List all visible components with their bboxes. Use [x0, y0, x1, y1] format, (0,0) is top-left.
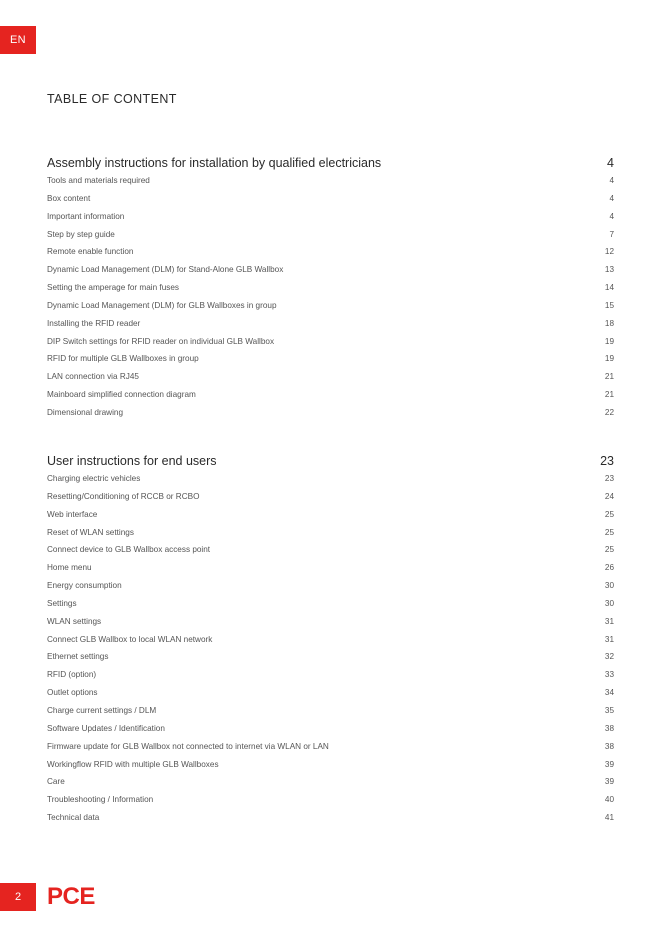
toc-entry-page: 4 [609, 211, 614, 221]
toc-entry-label: Dynamic Load Management (DLM) for GLB Wallboxes in group [47, 300, 277, 310]
toc-entry-page: 19 [604, 336, 614, 346]
toc-entry-page: 34 [604, 688, 614, 698]
toc-entry-label: RFID for multiple GLB Wallboxes in group [47, 354, 199, 364]
toc-entry[interactable] [47, 777, 614, 795]
toc-entry-page: 14 [604, 283, 614, 293]
section-page: 4 [607, 156, 614, 170]
toc-entry[interactable] [47, 390, 614, 408]
toc-entry[interactable] [47, 283, 614, 301]
toc-entry[interactable] [47, 372, 614, 390]
toc-entry-page: 41 [604, 813, 614, 823]
toc-entry-label: Reset of WLAN settings [47, 527, 134, 537]
toc-entry-page: 31 [604, 634, 614, 644]
toc-entry-label: Installing the RFID reader [47, 318, 141, 328]
toc-entry[interactable] [47, 545, 614, 563]
toc-entry-label: Mainboard simplified connection diagram [47, 390, 196, 400]
language-tab: EN [0, 26, 36, 54]
toc-entry-label: Dimensional drawing [47, 407, 123, 417]
toc-entry-label: Firmware update for GLB Wallbox not connected to internet via WLAN or LAN [47, 741, 329, 751]
toc-entry-page: 23 [604, 474, 614, 483]
toc-entry-page: 12 [604, 247, 614, 257]
toc-entry[interactable] [47, 354, 614, 372]
toc-entry[interactable] [47, 194, 614, 212]
toc-entry-page: 24 [604, 491, 614, 501]
toc-section-user [47, 454, 614, 831]
toc-entry-page: 25 [604, 509, 614, 519]
toc-entry-label: Technical data [47, 813, 100, 823]
toc-entry-label: LAN connection via RJ45 [47, 372, 139, 382]
toc-entry-label: Charge current settings / DLM [47, 705, 157, 715]
toc-entry-label: Step by step guide [47, 229, 115, 239]
section-title: User instructions for end users [47, 454, 217, 468]
toc-entry-label: Tools and materials required [47, 176, 150, 185]
toc-entry[interactable] [47, 301, 614, 319]
toc-entry-page: 35 [604, 705, 614, 715]
toc-entry-label: Connect device to GLB Wallbox access point [47, 545, 211, 555]
toc-entry-label: Care [47, 777, 65, 787]
toc-entry-label: Important information [47, 211, 125, 221]
toc-entry-page: 25 [604, 545, 614, 555]
toc-entry[interactable] [47, 563, 614, 581]
toc-entry[interactable] [47, 319, 614, 337]
toc-entry[interactable] [47, 247, 614, 265]
toc-entry-label: Troubleshooting / Information [47, 795, 154, 805]
toc-entry[interactable] [47, 581, 614, 599]
toc-entry-label: Workingflow RFID with multiple GLB Wallboxes [47, 759, 219, 769]
toc-entry[interactable] [47, 635, 614, 653]
section-page: 23 [600, 454, 614, 468]
toc-entry[interactable] [47, 813, 614, 831]
toc-entry-page: 40 [604, 795, 614, 805]
toc-entry-page: 39 [604, 777, 614, 787]
toc-entry[interactable] [47, 795, 614, 813]
toc-entry-page: 39 [604, 759, 614, 769]
toc-entry-page: 15 [604, 300, 614, 310]
page-title: TABLE OF CONTENT [47, 92, 177, 106]
section-heading[interactable] [47, 454, 614, 474]
toc-entry[interactable] [47, 230, 614, 248]
toc-entry-label: Resetting/Conditioning of RCCB or RCBO [47, 491, 200, 501]
toc-entry-page: 19 [604, 354, 614, 364]
toc-entry-page: 21 [604, 390, 614, 400]
toc-entry-page: 38 [604, 741, 614, 751]
toc-entry[interactable] [47, 492, 614, 510]
toc-entry[interactable] [47, 510, 614, 528]
toc-entry[interactable] [47, 337, 614, 355]
toc-entry-label: Settings [47, 598, 77, 608]
toc-entry-label: Connect GLB Wallbox to local WLAN network [47, 634, 213, 644]
toc-section-assembly [47, 156, 614, 426]
toc-entry-page: 32 [604, 652, 614, 662]
toc-entry-page: 30 [604, 598, 614, 608]
toc-entry-label: Dynamic Load Management (DLM) for Stand-Alone GLB Wallbox [47, 265, 284, 275]
toc-entry-page: 7 [609, 229, 614, 239]
toc-entry[interactable] [47, 599, 614, 617]
toc-entry-label: Ethernet settings [47, 652, 109, 662]
toc-entry-label: Web interface [47, 509, 98, 519]
toc-entry[interactable] [47, 706, 614, 724]
toc-entry[interactable] [47, 176, 614, 194]
toc-entry-page: 25 [604, 527, 614, 537]
toc-entry-label: Home menu [47, 563, 92, 573]
toc-entry[interactable] [47, 742, 614, 760]
toc-entry[interactable] [47, 212, 614, 230]
toc-entry-label: Outlet options [47, 688, 98, 698]
toc-entry[interactable] [47, 724, 614, 742]
toc-entry-label: RFID (option) [47, 670, 97, 680]
toc-entry-label: DIP Switch settings for RFID reader on individual GLB Wallbox [47, 336, 275, 346]
toc-entry[interactable] [47, 408, 614, 426]
toc-entry-page: 33 [604, 670, 614, 680]
toc-entry[interactable] [47, 652, 614, 670]
toc-entry-page: 38 [604, 723, 614, 733]
toc-entry-label: Box content [47, 193, 91, 203]
toc-entry-page: 21 [604, 372, 614, 382]
toc-entry-page: 31 [604, 616, 614, 626]
toc-entry-label: Energy consumption [47, 581, 122, 591]
toc-entry-page: 4 [609, 176, 614, 185]
toc-entry[interactable] [47, 528, 614, 546]
toc-entry[interactable] [47, 688, 614, 706]
toc-entry[interactable] [47, 670, 614, 688]
toc-entry-label: Setting the amperage for main fuses [47, 283, 179, 293]
footer-page-number: 2 [0, 883, 36, 911]
toc-entry-label: WLAN settings [47, 616, 102, 626]
toc-entry[interactable] [47, 474, 614, 492]
toc-entry[interactable] [47, 265, 614, 283]
toc-entry-label: Software Updates / Identification [47, 723, 165, 733]
pce-logo: PCE [47, 883, 95, 910]
toc-entry-label: Remote enable function [47, 247, 134, 257]
toc-entry-page: 30 [604, 581, 614, 591]
toc-entry-page: 18 [604, 318, 614, 328]
section-title: Assembly instructions for installation by qualified electricians [47, 156, 382, 170]
toc-entry-page: 22 [604, 407, 614, 417]
toc-entry[interactable] [47, 617, 614, 635]
toc-entry-page: 13 [604, 265, 614, 275]
section-heading[interactable] [47, 156, 614, 176]
toc-entry-page: 26 [604, 563, 614, 573]
toc-entry-page: 4 [609, 193, 614, 203]
toc-entry[interactable] [47, 760, 614, 778]
toc-entry-label: Charging electric vehicles [47, 474, 141, 483]
